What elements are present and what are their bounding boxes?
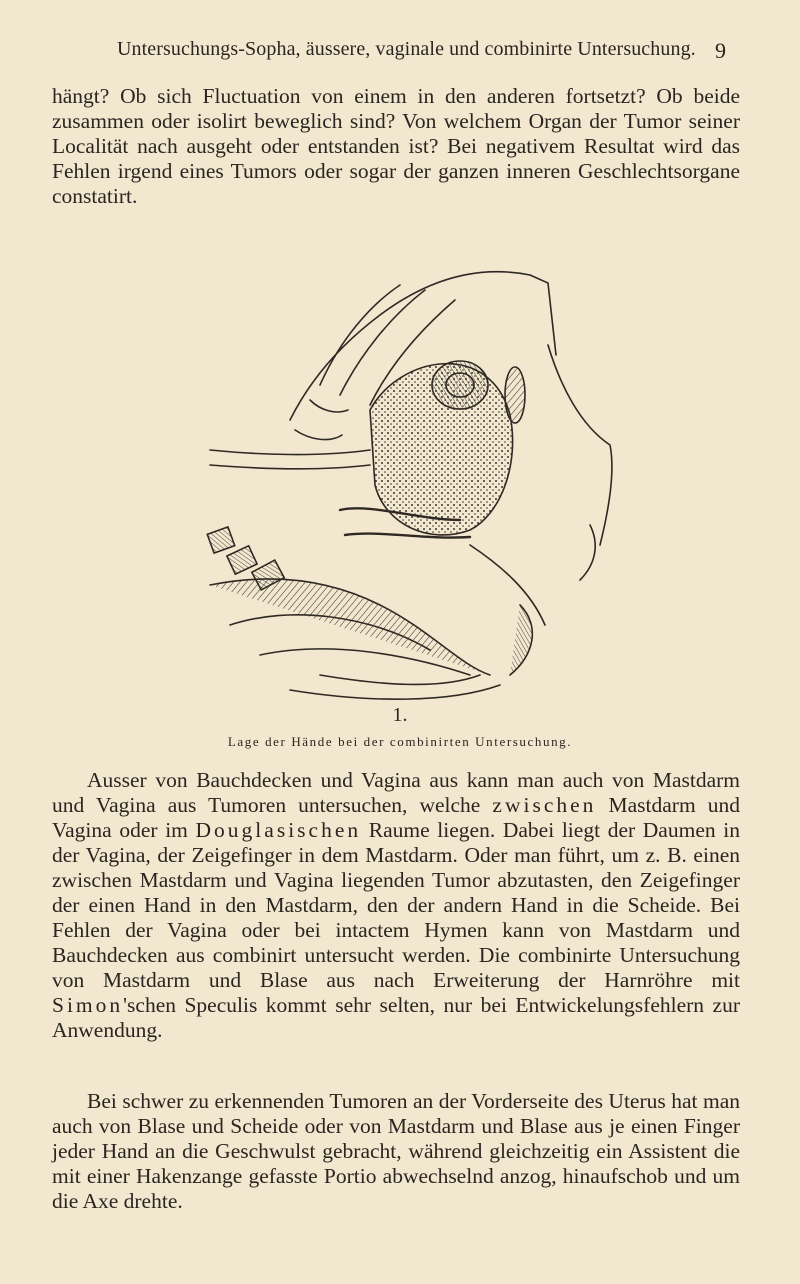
paragraph-top-text: hängt? Ob sich Fluctuation von einem in den anderen fortsetzt? Ob beide zusammen oder isolirt beweglich sind? Von welchem Organ der Tumor seiner Localität nach ausgeht oder entstanden ist? Bei negativem Resultat wird das Fehlen irgend eines Tumors oder sogar der ganzen inneren Geschlechtsorgane constatirt. (52, 84, 740, 208)
paragraph-3-text: Bei schwer zu erkennenden Tumoren an der Vorderseite des Uterus hat man auch von Blase und Scheide oder von Mastdarm und Blase aus je einen Finger jeder Hand an die Geschwulst gebracht, während gleichzeitig ein Assistent die mit einer Hakenzange gefasste Portio abwechselnd anzog, hinaufschob und um die Axe drehte. (52, 1089, 740, 1213)
running-header (117, 38, 737, 61)
paragraph-2-text (52, 768, 740, 1043)
paragraph-2-spaced3: Simon (52, 993, 124, 1017)
paragraph-2-spaced2: Douglasischen (195, 818, 362, 842)
anatomical-illustration (170, 245, 630, 705)
page-number: 9 (715, 38, 727, 63)
paragraph-top (52, 84, 740, 209)
figure-caption: Lage der Hände bei der combinirten Untersuchung. (227, 734, 573, 749)
paragraph-2-spaced1: zwischen (492, 793, 597, 817)
bladder-shape (432, 361, 488, 409)
paragraph-2-part1: Ausser von Bauchdecken und Vagina aus kann man auch von Mastdarm und Vagina aus Tumoren untersuchen, welche (52, 768, 740, 817)
figure-number: 1. (392, 704, 408, 726)
running-title: Untersuchungs-Sopha, äussere, vaginale und combinirte Untersuchung. (117, 38, 696, 60)
paragraph-2 (52, 768, 740, 1043)
paragraph-2-part4: 'schen Speculis kommt sehr selten, nur bei Entwickelungsfehlern zur Anwendung. (52, 993, 740, 1042)
paragraph-2-part3: Raume liegen. Dabei liegt der Daumen in der Vagina, der Zeigefinger in dem Mastdarm. Oder man führt, um z. B. einen zwischen Mastdarm und Vagina liegenden Tumor abzutasten, den Zeigefinger der einen Hand in den Mastdarm, den der andern Hand in die Scheide. Bei Fehlen der Vagina oder bei intactem Hymen kann von Mastdarm und Bauchdecken aus combinirt untersucht werden. Die combinirte Untersuchung von Mastdarm und Blase aus nach Erweiterung der Harnröhre mit (52, 818, 740, 992)
rectum-shape (210, 579, 490, 675)
paragraph-3 (52, 1089, 740, 1214)
paragraph-2-part2: Mastdarm und Vagina oder im (52, 793, 740, 842)
